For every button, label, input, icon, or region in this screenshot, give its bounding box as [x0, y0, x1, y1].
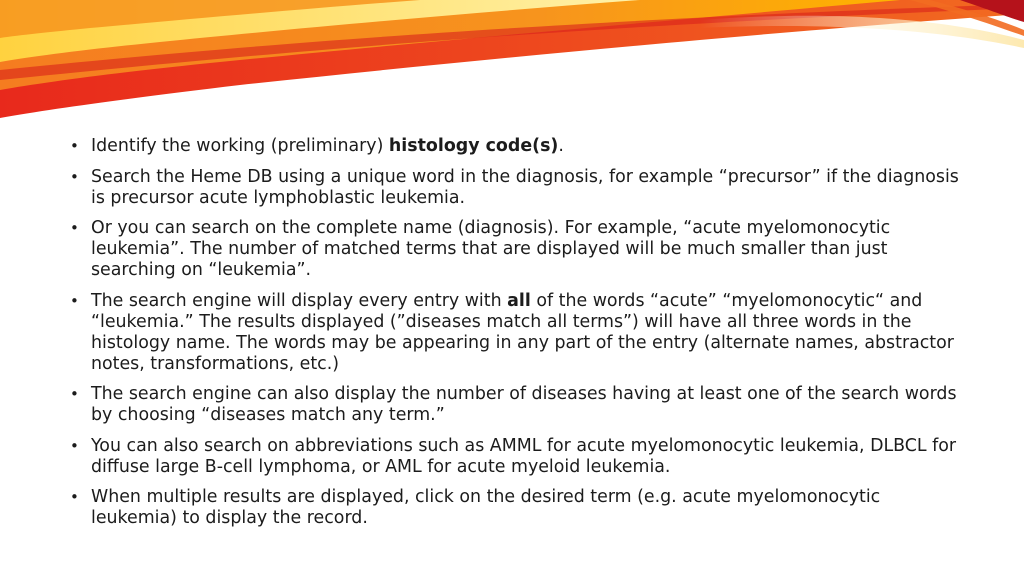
bullet-text: Search the Heme DB using a unique word in the diagnosis, for example “precursor” if the diagnosis is precursor acute lymphoblastic leukemia. [91, 166, 959, 208]
bullet-text: Or you can search on the complete name (diagnosis). For example, “acute myelomonocytic leukemia”. The number of matched terms that are displayed will be much smaller than just searching on “leukemia”. [91, 218, 891, 280]
bullet-item [70, 384, 960, 426]
bullet-dot: • [70, 137, 79, 155]
bullet-dot: • [70, 488, 79, 506]
bullet-text: The search engine will display every entry with [91, 290, 508, 311]
bullet-item [70, 487, 960, 529]
bullet-text: of the words “acute” “myelomonocytic“ and “leukemia.” The results displayed (”diseases match all terms”) will have all three words in the histology name. The words may be appearing in any part of the entry (alternate names, abstractor notes, transformations, etc.) [91, 290, 954, 374]
bullet-dot: • [70, 219, 79, 237]
bullet-item [70, 436, 960, 478]
bullet-bold-text: histology code(s) [388, 136, 559, 156]
bullet-text: The search engine can also display the number of diseases having at least one of the search words by choosing “diseases match any term.” [91, 384, 957, 425]
bullet-text: You can also search on abbreviations such as AMML for acute myelomonocytic leukemia, DLBCL for diffuse large B-cell lymphoma, or AML for acute myeloid leukemia. [91, 435, 957, 477]
bullet-dot: • [70, 436, 79, 455]
bullet-dot: • [70, 385, 79, 403]
bullet-item [70, 218, 960, 281]
bullet-list [70, 136, 960, 529]
decorative-banner [0, 0, 1024, 130]
bullet-text: . [558, 136, 564, 156]
bullet-dot: • [70, 167, 79, 186]
bullet-item [70, 167, 960, 209]
bullet-dot: • [70, 291, 79, 310]
bullet-bold-text: all [507, 290, 531, 311]
content-area [70, 136, 960, 539]
bullet-text: When multiple results are displayed, click on the desired term (e.g. acute myelomonocytic leukemia) to display the record. [91, 487, 881, 528]
bullet-item [70, 136, 960, 157]
bullet-text: Identify the working (preliminary) [91, 136, 389, 156]
bullet-item [70, 291, 960, 375]
